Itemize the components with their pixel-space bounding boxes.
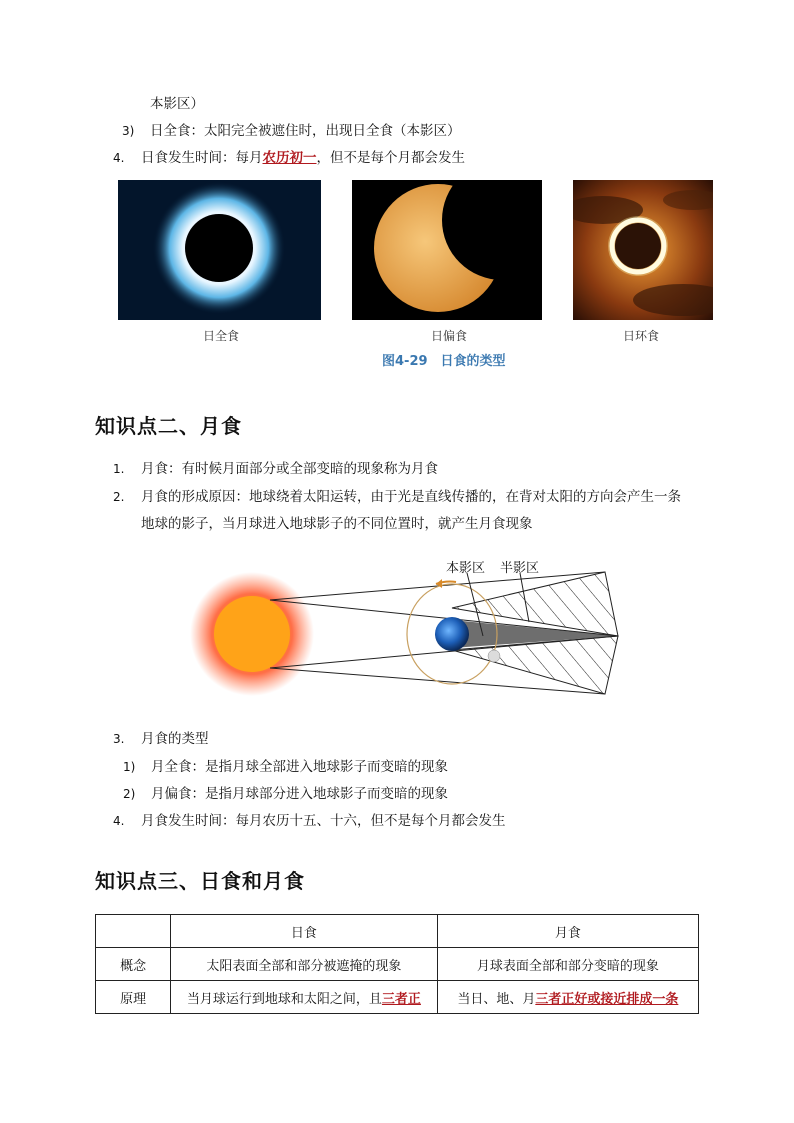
umbra-label: 本影区 <box>446 561 486 576</box>
table-header-lunar: 月食 <box>437 915 698 948</box>
highlight-text: 三者正好或接近排成一条 <box>535 991 679 1007</box>
table-row <box>96 948 699 981</box>
item-number: 1. <box>113 462 125 476</box>
table-cell <box>171 981 437 1014</box>
item-text: 月全食：是指月球全部进入地球影子而变暗的现象 <box>151 759 448 775</box>
item-number: 2) <box>123 787 136 801</box>
table-header-solar: 日食 <box>171 915 437 948</box>
list-item <box>113 459 438 479</box>
list-item <box>113 487 681 507</box>
cell-text: 当月球运行到地球和太阳之间，且 <box>186 991 382 1007</box>
item-number: 4. <box>113 151 125 165</box>
item-text-continued: 地球的影子，当月球进入地球影子的不同位置时，就产生月食现象 <box>141 516 533 532</box>
item-text: 日全食：太阳完全被遮住时，出现日全食（本影区） <box>150 123 461 139</box>
item-number: 3) <box>122 124 135 138</box>
section-heading-compare: 知识点三、日食和月食 <box>95 869 305 893</box>
caption-partial: 日偏食 <box>431 329 468 343</box>
penumbra-label: 半影区 <box>500 561 540 576</box>
item-text: 月偏食：是指月球部分进入地球影子而变暗的现象 <box>151 786 448 802</box>
table-row <box>96 915 699 948</box>
cell-text: 当日、地、月 <box>457 991 536 1007</box>
list-item <box>113 148 465 168</box>
table-row <box>96 981 699 1014</box>
highlight-text: 三者正 <box>381 991 421 1007</box>
total-solar-eclipse-photo <box>118 180 321 320</box>
list-item <box>123 757 448 777</box>
table-cell <box>96 915 171 948</box>
list-item <box>122 121 461 141</box>
item-text: 日食发生时间：每月 <box>141 150 263 166</box>
table-cell <box>437 981 698 1014</box>
item-text: 月食的形成原因：地球绕着太阳运转，由于光是直线传播的，在背对太阳的方向会产生一条 <box>141 489 681 505</box>
partial-solar-eclipse-photo <box>352 180 542 320</box>
item-number: 1) <box>123 760 136 774</box>
continued-text: 本影区） <box>150 96 204 112</box>
item-number: 3. <box>113 732 125 746</box>
item-text: 月食：有时候月面部分或全部变暗的现象称为月食 <box>141 461 438 477</box>
section-heading-lunar: 知识点二、月食 <box>95 414 242 438</box>
item-number: 2. <box>113 490 125 504</box>
table-cell: 月球表面全部和部分变暗的现象 <box>437 948 698 981</box>
table-cell: 太阳表面全部和部分被遮掩的现象 <box>171 948 437 981</box>
lunar-eclipse-diagram <box>190 550 630 710</box>
annular-solar-eclipse-photo <box>573 180 713 320</box>
caption-annular: 日环食 <box>623 329 660 343</box>
list-item <box>113 729 209 749</box>
comparison-table <box>95 914 699 1014</box>
highlight-text: 农历初一 <box>262 150 317 166</box>
item-text: 月食发生时间：每月农历十五、十六，但不是每个月都会发生 <box>141 813 506 829</box>
figure-title: 图4-29 日食的类型 <box>382 354 506 369</box>
item-number: 4. <box>113 814 125 828</box>
list-item <box>113 811 506 831</box>
caption-total: 日全食 <box>203 329 240 343</box>
item-text-tail: ，但不是每个月都会发生 <box>316 150 465 166</box>
list-item <box>123 784 448 804</box>
row-label: 原理 <box>96 981 171 1014</box>
item-text: 月食的类型 <box>141 731 209 747</box>
row-label: 概念 <box>96 948 171 981</box>
